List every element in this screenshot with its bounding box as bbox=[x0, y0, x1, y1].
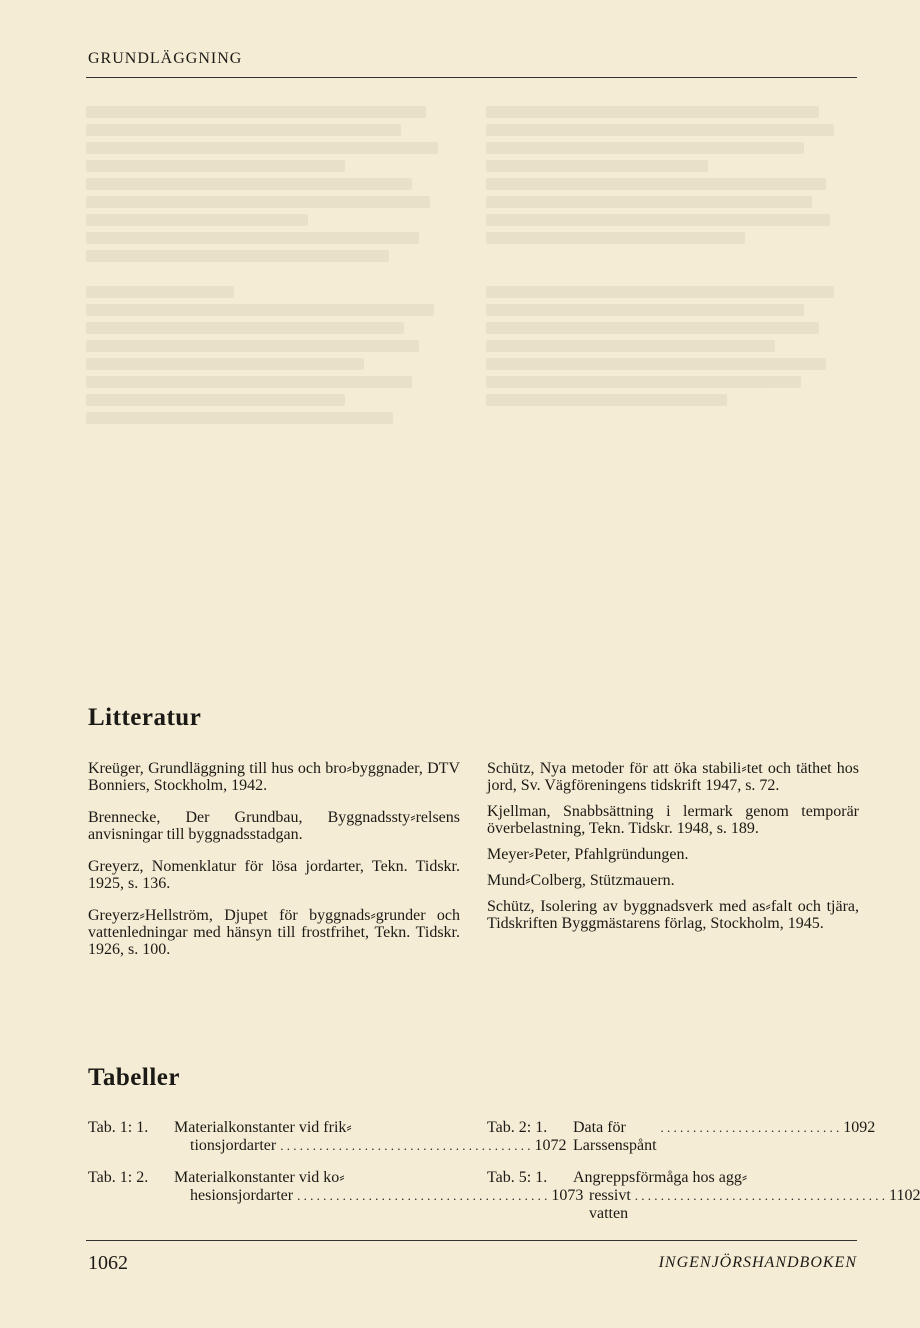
reference-entry: Brennecke, Der Grundbau, Byggnadssty⸗relsens anvisningar till byggnadsstadgan. bbox=[88, 809, 460, 843]
table-title-continued: tionsjordarter bbox=[190, 1137, 277, 1154]
reference-entry: Schütz, Nya metoder för att öka stabili⸗tet och täthet hos jord, Sv. Vägföreningens tidskrift 1947, s. 72. bbox=[487, 760, 859, 794]
book-title: INGENJÖRSHANDBOKEN bbox=[658, 1254, 857, 1271]
table-page-number: 1073 bbox=[551, 1187, 584, 1204]
table-title: Materialkonstanter vid frik⸗ bbox=[174, 1119, 352, 1136]
footer-rule bbox=[86, 1240, 857, 1241]
dot-leader bbox=[631, 1187, 889, 1223]
table-title: Materialkonstanter vid ko⸗ bbox=[174, 1169, 345, 1186]
dot-leader bbox=[657, 1119, 844, 1155]
reference-entry: Meyer⸗Peter, Pfahlgründungen. bbox=[487, 846, 689, 863]
table-index-entry bbox=[487, 1119, 876, 1155]
header-rule bbox=[86, 77, 857, 78]
reference-entry: Greyerz⸗Hellström, Djupet för byggnads⸗grunder och vattenledningar med hänsyn till frostfrihet, Tekn. Tidskr. 1926, s. 100. bbox=[88, 907, 460, 958]
table-title: Angreppsförmåga hos agg⸗ bbox=[573, 1169, 748, 1186]
tables-right-column bbox=[487, 1119, 920, 1237]
references-left-column bbox=[88, 760, 460, 973]
reference-entry: Kjellman, Snabbsättning i lermark genom temporär överbelastning, Tekn. Tidskr. 1948, s. 189. bbox=[487, 803, 859, 837]
section-heading-litteratur: Litteratur bbox=[88, 704, 202, 731]
table-page-number: 1092 bbox=[843, 1119, 876, 1136]
table-label: Tab. 1: 2. bbox=[88, 1169, 149, 1186]
show-through-text bbox=[86, 100, 857, 640]
table-title: Data för Larssenspånt bbox=[573, 1119, 657, 1154]
table-page-number: 1072 bbox=[534, 1137, 567, 1154]
reference-entry: Schütz, Isolering av byggnadsverk med as⸗falt och tjära, Tidskriften Byggmästarens förlag, Stockholm, 1945. bbox=[487, 898, 859, 932]
reference-entry: Mund⸗Colberg, Stützmauern. bbox=[487, 872, 675, 889]
table-index-entry bbox=[487, 1169, 920, 1223]
table-page-number: 1102 bbox=[889, 1187, 920, 1204]
page-number: 1062 bbox=[88, 1252, 128, 1274]
reference-entry: Kreüger, Grundläggning till hus och bro⸗byggnader, DTV Bonniers, Stockholm, 1942. bbox=[88, 760, 460, 794]
references-right-column bbox=[487, 760, 859, 941]
table-title-continued: ressivt vatten bbox=[589, 1187, 631, 1222]
reference-entry: Greyerz, Nomenklatur för lösa jordarter, Tekn. Tidskr. 1925, s. 136. bbox=[88, 858, 460, 892]
section-heading-tabeller: Tabeller bbox=[88, 1064, 180, 1091]
table-label: Tab. 1: 1. bbox=[88, 1119, 149, 1136]
table-title-continued: hesionsjordarter bbox=[190, 1187, 294, 1204]
running-head: GRUNDLÄGGNING bbox=[88, 50, 243, 67]
table-label: Tab. 5: 1. bbox=[487, 1169, 548, 1186]
table-label: Tab. 2: 1. bbox=[487, 1119, 548, 1136]
